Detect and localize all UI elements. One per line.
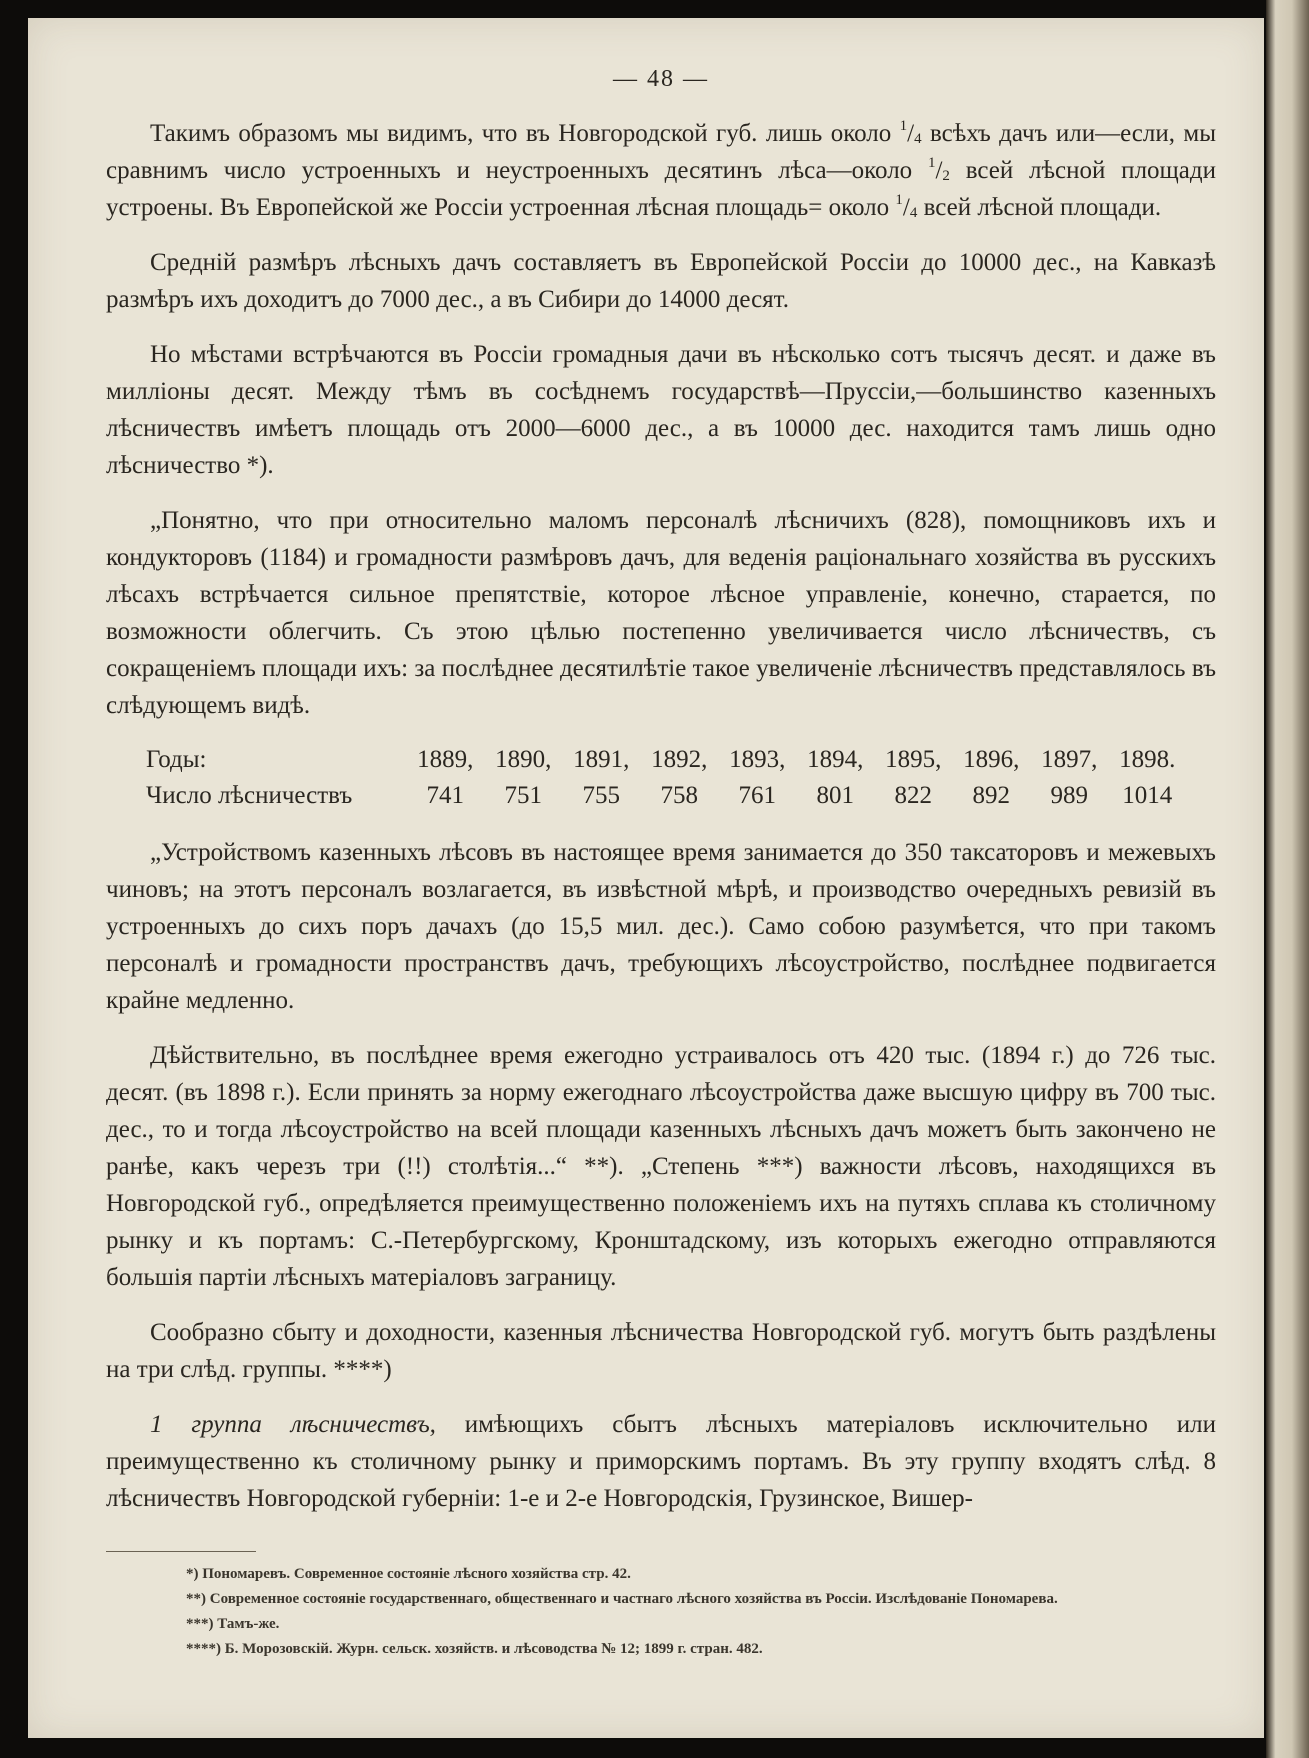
p1-text-b: всѣхъ дачъ или—если, мы сравнимъ число устроенныхъ и неустроенныхъ десятинъ лѣса—около (106, 120, 1217, 184)
years-label: Годы: (146, 746, 207, 773)
count-cell: 751 (504, 782, 543, 809)
year-cell: 1896, (963, 746, 1020, 773)
fraction-numerator: 1 (899, 118, 908, 134)
paragraph-5: „Устройствомъ казенныхъ лѣсовъ въ настоящее время занимается до 350 таксаторовъ и межевыхъ чиновъ; на этотъ персоналъ возлагается, въ извѣстной мѣрѣ, и производство очередныхъ ревизій въ устроенныхъ до сихъ поръ дачахъ (до 15,5 мил. дес.). Само собою разумѣется, что при такомъ персоналѣ и громадности пространствъ дачъ, требующихъ лѣсоустройство, послѣднее подвигается крайне медленно. (106, 839, 1216, 1014)
p1-text-d: всей лѣсной площади. (923, 194, 1162, 221)
count-cell: 1014 (1122, 782, 1173, 809)
year-cell: 1893, (729, 746, 786, 773)
footnote-3: ***) Тамъ-же. (186, 1616, 280, 1632)
book-spine (1266, 0, 1309, 1758)
year-cell: 1898. (1119, 746, 1176, 773)
year-cell: 1890, (495, 746, 552, 773)
paragraph-2: Средній размѣръ лѣсныхъ дачъ составляетъ въ Европейской Россіи до 10000 дес., на Кавказѣ размѣръ ихъ доходитъ до 7000 дес., а въ Сибири до 14000 десят. (106, 249, 1216, 313)
fraction-numerator: 1 (927, 155, 936, 171)
count-cell: 989 (1050, 782, 1089, 809)
year-cell: 1897, (1041, 746, 1098, 773)
p1-text-c: всей лѣсной площади устроены. Въ Европейской же Россіи устроенная лѣсная площадь= около (106, 157, 1216, 221)
year-cell: 1892, (651, 746, 708, 773)
fraction-denominator: 4 (914, 131, 922, 147)
paragraph-4: „Понятно, что при относительно маломъ персоналѣ лѣсничихъ (828), помощниковъ ихъ и кондукторовъ (1184) и громадности размѣровъ дачъ, для веденія раціональнаго хозяйства въ русскихъ лѣсахъ встрѣчается сильное препятствіе, которое лѣсное управленіе, конечно, старается, по возможности облегчить. Съ этою цѣлью постепенно увеличивается число лѣсничествъ, съ сокращеніемъ площади ихъ: за послѣднее десятилѣтіе такое увеличеніе лѣсничествъ представлялось въ слѣдующемъ видѣ. (106, 507, 1216, 719)
count-cell: 758 (660, 782, 699, 809)
p8-text: имѣющихъ сбытъ лѣсныхъ матеріаловъ исключительно или преимущественно къ столичному рынку и приморскимъ портамъ. Въ эту группу входятъ слѣд. 8 лѣсничествъ Новгородской губерніи: 1-е и 2-е Новгородскія, Грузинское, Вишер- (106, 1411, 1217, 1512)
paragraph-1: Такимъ образомъ мы видимъ, что въ Новгородской губ. лишь около $^1/_4$ всѣхъ дачъ или—если, мы сравнимъ число устроенныхъ и неустроенныхъ десятинъ лѣса—около $^1/_2$ всей лѣсной площади устроены. Въ Европейской же Россіи устроенная лѣсная площадь= около $^1/_4$ всей лѣсной площади. (106, 118, 1217, 221)
footnote-4: ****) Б. Морозовскій. Журн. сельск. хозяйств. и лѣсоводства № 12; 1899 г. стран. 482. (186, 1641, 763, 1657)
count-label: Число лѣсничествъ (146, 782, 353, 809)
count-cell: 822 (894, 782, 933, 809)
footnote-1: *) Пономаревъ. Современное состояніе лѣсного хозяйства стр. 42. (186, 1566, 631, 1582)
count-cell: 761 (738, 782, 777, 809)
footnote-divider (106, 1551, 256, 1552)
count-cell: 801 (816, 782, 855, 809)
year-cell: 1895, (885, 746, 942, 773)
table-row-counts (146, 778, 1192, 814)
p1-text-a: Такимъ образомъ мы видимъ, что въ Новгородской губ. лишь около (150, 120, 892, 147)
footnote-2: **) Современное состояніе государственнаго, общественнаго и частнаго лѣсного хозяйства въ Россіи. Изслѣдованіе Пономарева. (186, 1591, 1058, 1607)
group-heading: 1 группа лѣсничествъ, (150, 1411, 436, 1438)
paragraph-8 (106, 1406, 1216, 1517)
forestry-count-table (146, 742, 1192, 814)
paragraph-3: Но мѣстами встрѣчаются въ Россіи громадныя дачи въ нѣсколько сотъ тысячъ десят. и даже въ милліоны десят. Между тѣмъ въ сосѣднемъ государствѣ—Пруссіи,—большинство казенныхъ лѣсничествъ имѣетъ площадь отъ 2000—6000 дес., а въ 10000 дес. находится тамъ лишь одно лѣсничество *). (106, 341, 1216, 479)
fraction-denominator: 4 (909, 205, 918, 221)
paragraph-7: Сообразно сбыту и доходности, казенныя лѣсничества Новгородской губ. могутъ быть раздѣлены на три слѣд. группы. ****) (106, 1319, 1216, 1383)
year-cell: 1889, (417, 746, 474, 773)
paragraph-6: Дѣйствительно, въ послѣднее время ежегодно устраивалось отъ 420 тыс. (1894 г.) до 726 тыс. десят. (въ 1898 г.). Если принять за норму ежегоднаго лѣсоустройства даже высшую цифру въ 700 тыс. дес., то и тогда лѣсоустройство на всей площади казенныхъ лѣсныхъ дачъ можетъ быть закончено не ранѣе, какъ черезъ три (!!) столѣтія...“ **). „Степень ***) важности лѣсовъ, находящихся въ Новгородской губ., опредѣляется преимущественно положеніемъ ихъ на путяхъ сплава къ столичному рынку и къ портамъ: С.-Петербургскому, Кронштадскому, изъ которыхъ ежегодно отправляются большія партіи лѣсныхъ матеріаловъ заграницу. (106, 1042, 1216, 1291)
fraction-numerator: 1 (895, 192, 903, 208)
year-cell: 1891, (573, 746, 630, 773)
page-number: — 48 — (613, 66, 709, 92)
count-cell: 755 (582, 782, 621, 809)
count-cell: 741 (426, 782, 465, 809)
year-cell: 1894, (807, 746, 864, 773)
fraction-denominator: 2 (942, 168, 950, 184)
page-content (106, 60, 1216, 1662)
count-cell: 892 (972, 782, 1011, 809)
table-row-years (146, 742, 1192, 778)
